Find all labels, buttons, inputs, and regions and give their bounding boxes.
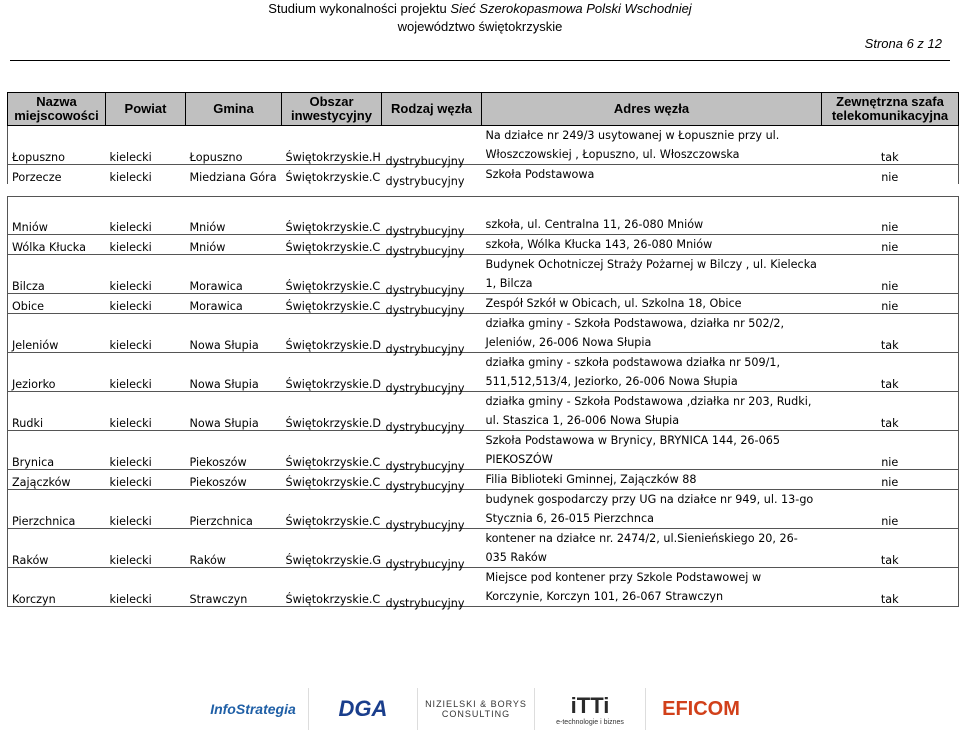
col-header-powiat: Powiat xyxy=(106,93,186,126)
cell-gmina: Piekoszów xyxy=(186,470,282,490)
cell-szafa: nie xyxy=(822,470,959,490)
cell-gmina: Morawica xyxy=(186,294,282,314)
cell-powiat: kielecki xyxy=(106,529,186,568)
cell-gmina: Nowa Słupia xyxy=(186,314,282,353)
cell-nazwa: Rudki xyxy=(8,392,106,431)
table-row xyxy=(8,568,959,607)
cell-nazwa: Bilcza xyxy=(8,255,106,294)
nodes-table xyxy=(7,92,959,610)
cell-gmina: Łopuszno xyxy=(186,126,282,165)
table-row xyxy=(8,529,959,568)
col-header-obszar: Obszar inwestycyjny xyxy=(282,93,382,126)
cell-nazwa: Porzecze xyxy=(8,165,106,185)
cell-adres: Na działce nr 249/3 usytowanej w Łopusznie przy ul. Włoszczowskiej , Łopuszno, ul. Włoszczowska xyxy=(482,126,822,165)
table-header-row xyxy=(8,93,959,126)
cell-nazwa: Pierzchnica xyxy=(8,490,106,529)
col-header-gmina: Gmina xyxy=(186,93,282,126)
cell-adres: Zespół Szkół w Obicach, ul. Szkolna 18, Obice xyxy=(482,294,822,314)
cell-adres: szkoła, ul. Centralna 11, 26-080 Mniów xyxy=(482,197,822,235)
cell-obszar: Świętokrzyskie.C xyxy=(282,255,382,294)
cell-powiat: kielecki xyxy=(106,235,186,255)
cell-obszar: Świętokrzyskie.D xyxy=(282,314,382,353)
document-header xyxy=(0,0,960,36)
cell-szafa: tak xyxy=(822,353,959,392)
cell-rodzaj: dystrybucyjny xyxy=(382,435,482,474)
cell-adres: działka gminy - szkoła podstawowa działka nr 509/1, 511,512,513/4, Jeziorko, 26-006 Nowa Słupia xyxy=(482,353,822,392)
cell-gmina: Morawica xyxy=(186,255,282,294)
cell-adres: Budynek Ochotniczej Straży Pożarnej w Bilczy , ul. Kielecka 1, Bilcza xyxy=(482,255,822,294)
cell-rodzaj: dystrybucyjny xyxy=(382,201,482,239)
cell-szafa: tak xyxy=(822,126,959,165)
cell-obszar: Świętokrzyskie.G xyxy=(282,529,382,568)
cell-rodzaj: dystrybucyjny xyxy=(382,494,482,533)
cell-nazwa: Łopuszno xyxy=(8,126,106,165)
cell-rodzaj: dystrybucyjny xyxy=(382,474,482,494)
cell-obszar: Świętokrzyskie.C xyxy=(282,568,382,607)
cell-nazwa: Jeziorko xyxy=(8,353,106,392)
cell-rodzaj: dystrybucyjny xyxy=(382,130,482,169)
cell-powiat: kielecki xyxy=(106,294,186,314)
page-number: Strona 6 z 12 xyxy=(864,36,942,51)
cell-szafa: nie xyxy=(822,197,959,235)
cell-nazwa: Brynica xyxy=(8,431,106,470)
table-row xyxy=(8,353,959,392)
cell-rodzaj: dystrybucyjny xyxy=(382,239,482,259)
cell-adres: Szkoła Podstawowa xyxy=(482,165,822,185)
cell-obszar: Świętokrzyskie.D xyxy=(282,392,382,431)
cell-adres: kontener na działce nr. 2474/2, ul.Sienieńskiego 20, 26-035 Raków xyxy=(482,529,822,568)
col-header-adres: Adres węzła xyxy=(482,93,822,126)
cell-szafa: tak xyxy=(822,529,959,568)
cell-powiat: kielecki xyxy=(106,392,186,431)
cell-rodzaj: dystrybucyjny xyxy=(382,572,482,611)
cell-gmina: Raków xyxy=(186,529,282,568)
table-row xyxy=(8,470,959,490)
cell-powiat: kielecki xyxy=(106,490,186,529)
cell-powiat: kielecki xyxy=(106,255,186,294)
cell-szafa: nie xyxy=(822,165,959,185)
cell-nazwa: Wólka Kłucka xyxy=(8,235,106,255)
cell-rodzaj: dystrybucyjny xyxy=(382,318,482,357)
cell-powiat: kielecki xyxy=(106,353,186,392)
cell-szafa: nie xyxy=(822,255,959,294)
cell-obszar: Świętokrzyskie.C xyxy=(282,235,382,255)
cell-nazwa: Obice xyxy=(8,294,106,314)
cell-powiat: kielecki xyxy=(106,431,186,470)
col-header-rodzaj: Rodzaj węzła xyxy=(382,93,482,126)
cell-powiat: kielecki xyxy=(106,314,186,353)
cell-obszar: Świętokrzyskie.C xyxy=(282,165,382,185)
cell-rodzaj: dystrybucyjny xyxy=(382,357,482,396)
cell-adres: szkoła, Wólka Kłucka 143, 26-080 Mniów xyxy=(482,235,822,255)
cell-powiat: kielecki xyxy=(106,470,186,490)
cell-obszar: Świętokrzyskie.C xyxy=(282,490,382,529)
cell-powiat: kielecki xyxy=(106,197,186,235)
table-row xyxy=(8,126,959,165)
cell-nazwa: Mniów xyxy=(8,197,106,235)
cell-adres: Szkoła Podstawowa w Brynicy, BRYNICA 144, 26-065 PIEKOSZÓW xyxy=(482,431,822,470)
cell-szafa: nie xyxy=(822,490,959,529)
cell-gmina: Strawczyn xyxy=(186,568,282,607)
cell-gmina: Mniów xyxy=(186,235,282,255)
infostrategia-logo: InfoStrategia xyxy=(198,688,309,730)
cell-adres: budynek gospodarczy przy UG na działce nr 949, ul. 13-go Stycznia 6, 26-015 Pierzchnca xyxy=(482,490,822,529)
cell-adres: Filia Biblioteki Gminnej, Zajączków 88 xyxy=(482,470,822,490)
cell-gmina: Nowa Słupia xyxy=(186,353,282,392)
cell-nazwa: Zajączków xyxy=(8,470,106,490)
cell-obszar: Świętokrzyskie.C xyxy=(282,431,382,470)
header-title: Studium wykonalności projektu Sieć Szerokopasmowa Polski Wschodniej xyxy=(268,1,692,16)
table-row xyxy=(8,235,959,255)
sponsor-logos xyxy=(198,688,763,730)
cell-obszar: Świętokrzyskie.C xyxy=(282,470,382,490)
cell-szafa: tak xyxy=(822,568,959,607)
cell-rodzaj: dystrybucyjny xyxy=(382,396,482,435)
header-rule xyxy=(10,60,950,61)
table-row xyxy=(8,392,959,431)
cell-nazwa: Jeleniów xyxy=(8,314,106,353)
table-row xyxy=(8,431,959,470)
cell-nazwa: Raków xyxy=(8,529,106,568)
cell-obszar: Świętokrzyskie.H xyxy=(282,126,382,165)
cell-obszar: Świętokrzyskie.D xyxy=(282,353,382,392)
row-gap xyxy=(8,184,959,197)
cell-szafa: tak xyxy=(822,314,959,353)
cell-szafa: nie xyxy=(822,431,959,470)
cell-powiat: kielecki xyxy=(106,165,186,185)
cell-adres: działka gminy - Szkoła Podstawowa, działka nr 502/2, Jeleniów, 26-006 Nowa Słupia xyxy=(482,314,822,353)
dga-logo: DGA xyxy=(309,688,418,730)
cell-obszar: Świętokrzyskie.C xyxy=(282,294,382,314)
cell-gmina: Piekoszów xyxy=(186,431,282,470)
cell-adres: działka gminy - Szkoła Podstawowa ,działka nr 203, Rudki, ul. Staszica 1, 26-006 Nowa Słupia xyxy=(482,392,822,431)
table-row xyxy=(8,165,959,185)
cell-rodzaj: dystrybucyjny xyxy=(382,298,482,318)
table-row xyxy=(8,197,959,235)
cell-rodzaj: dystrybucyjny xyxy=(382,533,482,572)
cell-adres: Miejsce pod kontener przy Szkole Podstawowej w Korczynie, Korczyn 101, 26-067 Strawczyn xyxy=(482,568,822,607)
col-header-szafa: Zewnętrzna szafa telekomunikacyjna xyxy=(822,93,959,126)
cell-gmina: Nowa Słupia xyxy=(186,392,282,431)
header-region: województwo świętokrzyskie xyxy=(397,19,563,34)
col-header-nazwa: Nazwa miejscowości xyxy=(8,93,106,126)
cell-gmina: Miedziana Góra xyxy=(186,165,282,185)
table-row xyxy=(8,255,959,294)
cell-rodzaj: dystrybucyjny xyxy=(382,259,482,298)
cell-rodzaj: dystrybucyjny xyxy=(382,169,482,189)
cell-powiat: kielecki xyxy=(106,126,186,165)
cell-gmina: Pierzchnica xyxy=(186,490,282,529)
nizielski-borys-logo: NIZIELSKI & BORYS CONSULTING xyxy=(418,688,535,730)
cell-szafa: nie xyxy=(822,294,959,314)
table-row xyxy=(8,314,959,353)
cell-gmina: Mniów xyxy=(186,197,282,235)
cell-obszar: Świętokrzyskie.C xyxy=(282,197,382,235)
table-row xyxy=(8,490,959,529)
cell-nazwa: Korczyn xyxy=(8,568,106,607)
cell-powiat: kielecki xyxy=(106,568,186,607)
cell-szafa: tak xyxy=(822,392,959,431)
table-row xyxy=(8,294,959,314)
cell-szafa: nie xyxy=(822,235,959,255)
eficom-logo: EFICOM xyxy=(662,697,740,720)
itti-logo: iTTi e-technologie i biznes xyxy=(535,688,646,730)
